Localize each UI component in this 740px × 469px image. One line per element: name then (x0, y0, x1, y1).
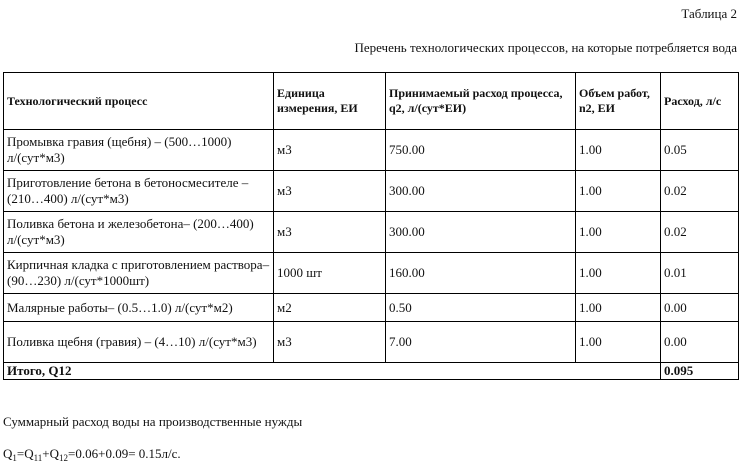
formula-eq: = (16, 446, 25, 461)
summary-text: Суммарный расход воды на производственные нужды (3, 414, 303, 429)
formula-q1-sub: 1 (12, 453, 17, 463)
header-flow: Расход, л/с (661, 73, 739, 130)
formula-q11-sub: 11 (33, 453, 43, 463)
cell-rate: 300.00 (386, 171, 576, 212)
cell-unit: м3 (274, 322, 386, 363)
cell-volume: 1.00 (576, 322, 661, 363)
total-row (4, 363, 739, 380)
formula-q12-base: Q (49, 446, 60, 461)
header-process: Технологический процесс (4, 73, 274, 130)
total-label: Итого, Q12 (4, 363, 661, 380)
cell-rate: 0.50 (386, 294, 576, 322)
cell-flow: 0.05 (661, 130, 739, 171)
header-rate: Принимаемый расход процесса, q2, л/(сут*ЕИ) (386, 73, 576, 130)
table-row (4, 322, 739, 363)
process-table (3, 72, 739, 380)
cell-volume: 1.00 (576, 171, 661, 212)
cell-flow: 0.00 (661, 322, 739, 363)
header-volume: Объем работ, n2, ЕИ (576, 73, 661, 130)
cell-flow: 0.00 (661, 294, 739, 322)
cell-rate: 160.00 (386, 253, 576, 294)
table-row (4, 212, 739, 253)
cell-flow: 0.02 (661, 212, 739, 253)
table-row (4, 294, 739, 322)
formula-result: =0.06+0.09= 0.15л/с. (68, 446, 181, 461)
cell-rate: 7.00 (386, 322, 576, 363)
cell-process: Поливка щебня (гравия) – (4…10) л/(сут*м3) (4, 322, 274, 363)
formula-q11-base: Q (24, 446, 34, 461)
table-row (4, 130, 739, 171)
cell-volume: 1.00 (576, 212, 661, 253)
cell-unit: 1000 шт (274, 253, 386, 294)
table-title: Перечень технологических процессов, на которые потребляется вода (354, 40, 737, 55)
cell-rate: 750.00 (386, 130, 576, 171)
formula-q1-base: Q (3, 446, 13, 461)
cell-unit: м3 (274, 212, 386, 253)
cell-volume: 1.00 (576, 130, 661, 171)
cell-flow: 0.02 (661, 171, 739, 212)
formula (3, 446, 181, 461)
cell-unit: м3 (274, 130, 386, 171)
table-header-row (4, 73, 739, 130)
table-number: Таблица 2 (681, 6, 737, 21)
cell-process: Поливка бетона и железобетона– (200…400) л/(сут*м3) (4, 212, 274, 253)
header-unit: Единица измерения, ЕИ (274, 73, 386, 130)
formula-q12-sub: 12 (59, 453, 69, 463)
cell-rate: 300.00 (386, 212, 576, 253)
cell-process: Малярные работы– (0.5…1.0) л/(сут*м2) (4, 294, 274, 322)
cell-process: Приготовление бетона в бетоносмесителе – (210…400) л/(сут*м3) (4, 171, 274, 212)
cell-unit: м3 (274, 171, 386, 212)
cell-unit: м2 (274, 294, 386, 322)
total-value: 0.095 (661, 363, 739, 380)
table-row (4, 253, 739, 294)
formula-plus: + (42, 446, 50, 461)
table-row (4, 171, 739, 212)
cell-process: Кирпичная кладка с приготовлением раствора– (90…230) л/(сут*1000шт) (4, 253, 274, 294)
cell-volume: 1.00 (576, 294, 661, 322)
cell-process: Промывка гравия (щебня) – (500…1000) л/(сут*м3) (4, 130, 274, 171)
cell-volume: 1.00 (576, 253, 661, 294)
cell-flow: 0.01 (661, 253, 739, 294)
